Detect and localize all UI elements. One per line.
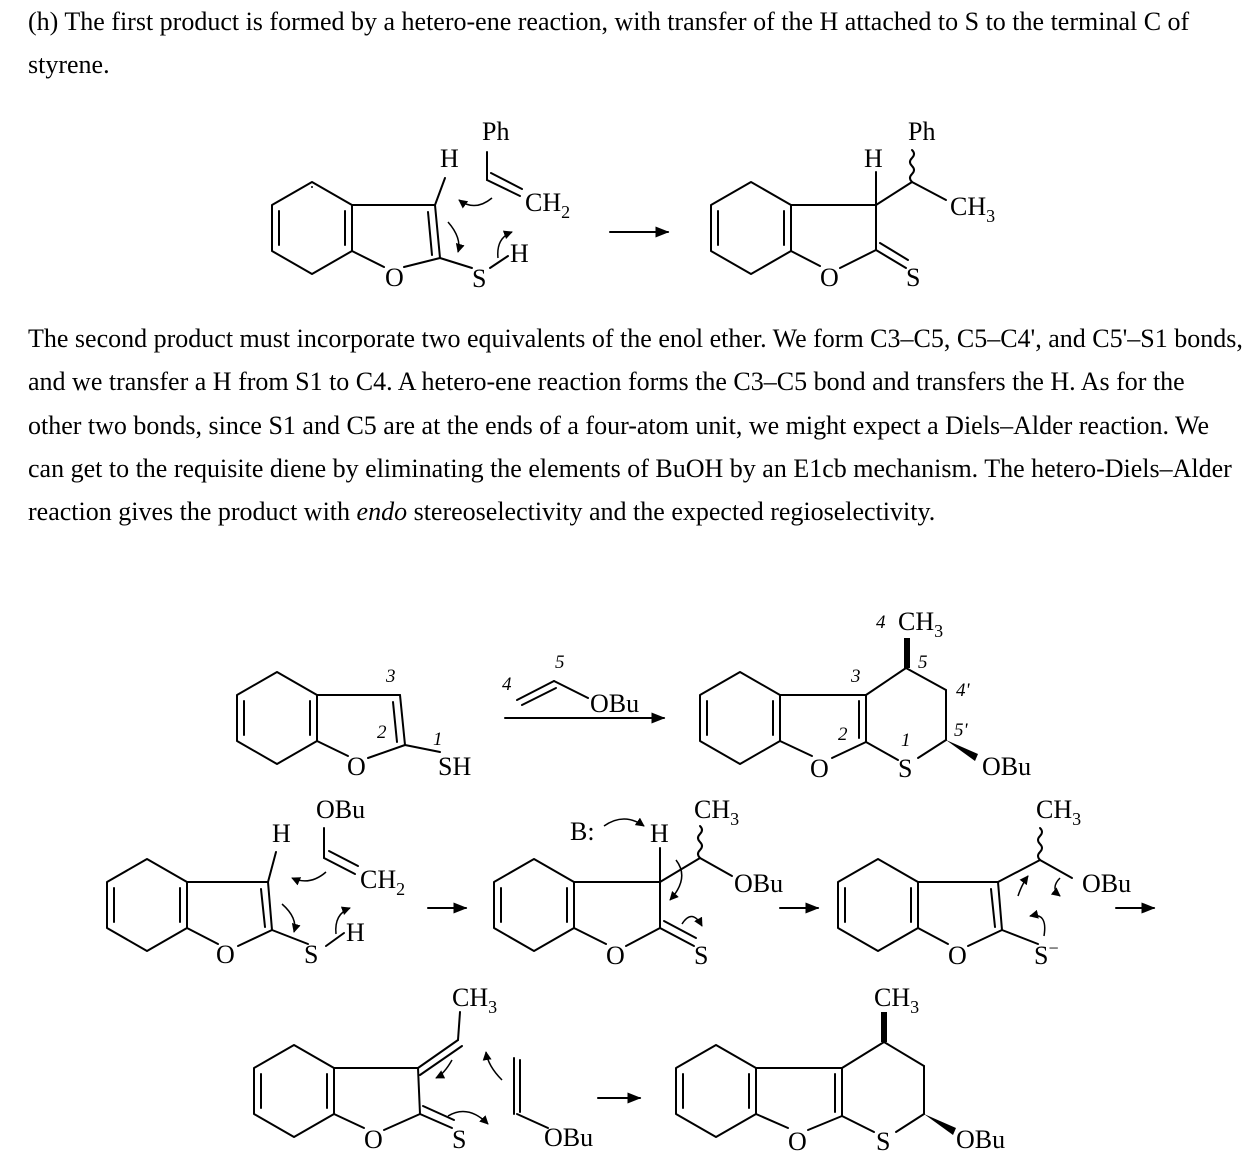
s1-r-ph: Ph — [482, 117, 510, 146]
s1-r-s: S — [472, 264, 487, 293]
f-obu: OBu — [956, 1125, 1006, 1154]
scheme-2-reactant — [237, 666, 471, 781]
m2-h: H — [650, 819, 669, 848]
m1-h: H — [272, 819, 291, 848]
d-o: O — [364, 1125, 383, 1154]
f-o: O — [788, 1127, 807, 1156]
s2-p-s: S — [898, 754, 913, 783]
m1-h2: H — [346, 918, 365, 947]
scheme-2-product — [700, 607, 1031, 783]
m3-obu: OBu — [1082, 869, 1132, 898]
s2-p-o: O — [810, 754, 829, 783]
s2-p-ch3: $CH_3$ — [898, 607, 944, 641]
scheme-1-product — [711, 117, 995, 292]
m3-o: O — [948, 941, 967, 970]
enol-obu: OBu — [590, 689, 640, 718]
m1-s: S — [304, 940, 319, 969]
num-4-prod: 4 — [876, 612, 886, 633]
num-3: 3 — [386, 666, 396, 687]
d-ch3: $CH_3$ — [452, 983, 498, 1017]
m2-o: O — [606, 941, 625, 970]
num-2-prod: 2 — [838, 724, 848, 745]
mech-step-2 — [494, 795, 783, 970]
num-4: 4 — [502, 674, 512, 695]
s2-r-sh: SH — [438, 752, 472, 781]
s2-r-o: O — [347, 752, 366, 781]
m1-ch2: $CH_2$ — [360, 865, 406, 899]
enol-ether-reagent — [502, 652, 639, 718]
mech-step-1 — [107, 795, 405, 969]
mech-step-3 — [838, 795, 1131, 970]
m2-base: B: — [570, 817, 595, 846]
num-5-prod: 5 — [918, 652, 928, 673]
s1-r-ch2: $CH_2$ — [525, 188, 571, 222]
final-product — [676, 983, 1005, 1156]
second-text-suffix: stereoselectivity and the expected regioselectivity. — [407, 497, 936, 527]
m2-ch3: $CH_3$ — [694, 795, 740, 829]
s1-r-h: H — [440, 144, 459, 173]
diene-plus-dienophile — [254, 983, 593, 1154]
s1-p-ch3: $CH_3$ — [950, 192, 996, 226]
f-ch3: $CH_3$ — [874, 983, 920, 1017]
endo-word: endo — [356, 497, 408, 527]
m3-s: S− — [1034, 938, 1059, 970]
scheme-1-reactant — [272, 117, 570, 293]
num-2: 2 — [377, 722, 387, 743]
f-s: S — [876, 1127, 891, 1156]
m3-ch3: $CH_3$ — [1036, 795, 1082, 829]
num-1-prod: 1 — [901, 730, 911, 751]
m1-obu: OBu — [316, 795, 366, 824]
s1-p-h: H — [864, 144, 883, 173]
second-text-prefix: The second product must incorporate two equivalents of the enol ether. We form C3–C5, C5–C4', and C5'–S1 bonds, and we transfer a H from S1 to C4. A hetero-ene reaction forms the C3–C5 bond and transfers the H. As for the other two bonds, since S1 and C5 are at the ends of a four-atom unit, we might expect a Diels–Alder reaction. We can get to the requisite diene by eliminating the elements of BuOH by an E1cb mechanism. The hetero-Diels–Alder reaction gives the product with — [28, 324, 1243, 527]
s1-p-s: S — [906, 263, 921, 292]
intro-text: The first product is formed by a hetero-ene reaction, with transfer of the H attached to S to the terminal C of styrene. — [28, 7, 1190, 80]
m1-o: O — [216, 940, 235, 969]
s1-p-ph: Ph — [908, 117, 936, 146]
num-5p-prod: 5' — [954, 720, 968, 741]
num-5: 5 — [555, 652, 565, 673]
d-obu: OBu — [544, 1123, 594, 1152]
s1-r-h2: H — [510, 239, 529, 268]
num-4p-prod: 4' — [956, 680, 970, 701]
s2-p-obu: OBu — [982, 752, 1032, 781]
m2-s: S — [694, 941, 709, 970]
num-1: 1 — [433, 729, 443, 750]
s1-r-o: O — [385, 263, 404, 292]
s1-p-o: O — [820, 263, 839, 292]
num-3-prod: 3 — [851, 666, 861, 687]
d-s: S — [452, 1125, 467, 1154]
m2-obu: OBu — [734, 869, 784, 898]
part-label: (h) — [28, 7, 59, 36]
